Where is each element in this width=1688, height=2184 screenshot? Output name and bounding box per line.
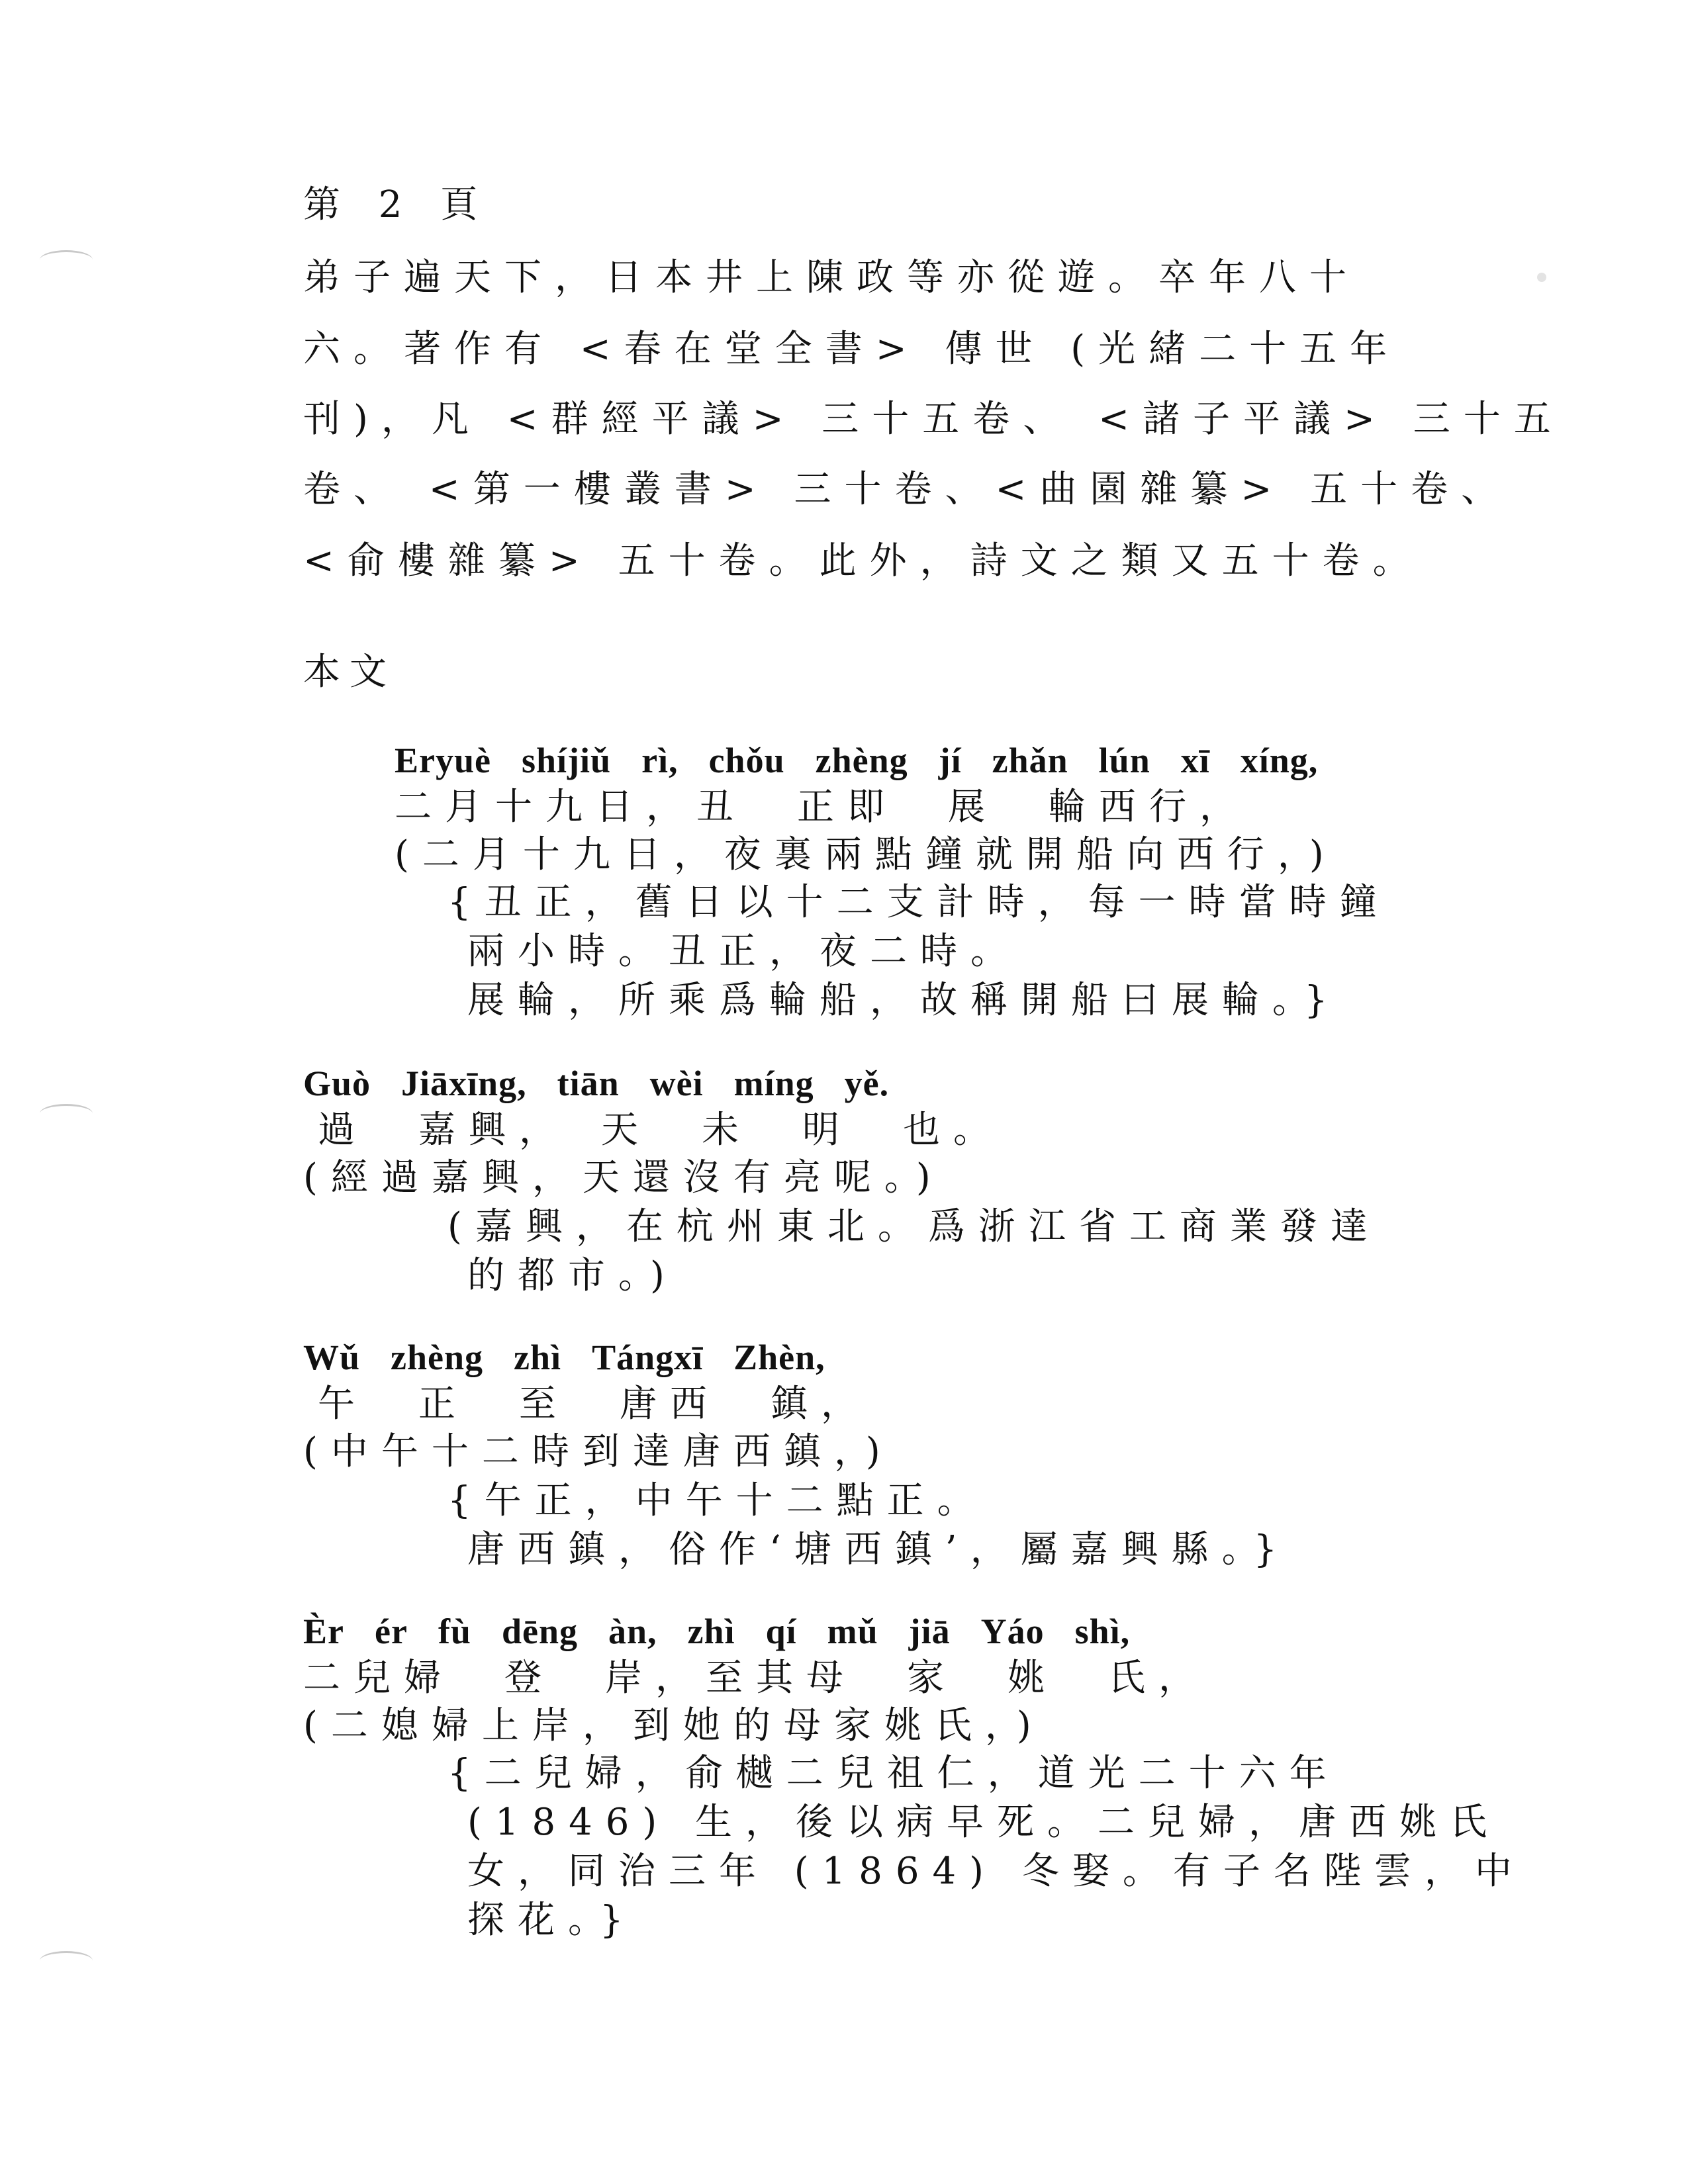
pinyin-word: zhì: [687, 1612, 735, 1651]
hole-punch-mark-top: [40, 250, 93, 269]
note-line: (嘉興，在杭州東北。爲浙江省工商業發達: [447, 1205, 1381, 1248]
pinyin-word: qí: [765, 1612, 797, 1651]
pinyin-word: rì,: [641, 741, 679, 780]
note-line: (1846) 生，後以病早死。二兒婦，唐西姚氏: [467, 1801, 1501, 1844]
note-line: 探花。}: [467, 1899, 637, 1942]
note-line: 兩小時。丑正，夜二時。: [467, 930, 1021, 973]
note-line: {丑正，舊日以十二支計時，每一時當時鐘: [447, 881, 1390, 924]
intro-line: <俞樓雜纂> 五十卷。此外，詩文之類又五十卷。: [303, 539, 1423, 582]
intro-line: 弟子遍天下，日本井上陳政等亦從遊。卒年八十: [303, 256, 1360, 299]
pinyin-word: wèi: [649, 1064, 704, 1103]
pinyin-word: dēng: [501, 1612, 578, 1651]
pinyin-word: Èr: [303, 1612, 344, 1651]
pinyin-word: zhèng: [815, 741, 908, 780]
intro-line: 刊)，凡 <群經平議> 三十五卷、 <諸子平議> 三十五: [303, 398, 1564, 441]
pinyin-word: jiā: [908, 1612, 951, 1651]
pinyin-word: tiān: [557, 1064, 620, 1103]
note-line: 的都市。): [467, 1254, 678, 1297]
intro-line: 六。著作有 <春在堂全書> 傳世 (光緒二十五年: [303, 328, 1401, 371]
section-heading: 本文: [303, 651, 396, 694]
pinyin-word: zhèng: [391, 1338, 484, 1377]
chinese-text-line: 午 正 至 唐西 鎮，: [318, 1383, 871, 1426]
translation-line: (二媳婦上岸，到她的母家姚氏，): [303, 1704, 1045, 1747]
pinyin-line: [303, 1340, 856, 1375]
pinyin-line: [303, 1614, 1160, 1649]
pinyin-word: xī: [1180, 741, 1210, 780]
pinyin-word: zhì: [514, 1338, 562, 1377]
pinyin-word: àn,: [608, 1612, 657, 1651]
note-line: {二兒婦，俞樾二兒祖仁，道光二十六年: [447, 1752, 1340, 1795]
pinyin-word: shì,: [1074, 1612, 1131, 1651]
pinyin-word: Yáo: [980, 1612, 1045, 1651]
chinese-text-line: 二月十九日，丑 正即 展 輪西行，: [395, 786, 1250, 829]
pinyin-word: Tángxī: [592, 1338, 704, 1377]
note-line: 女，同治三年 (1864) 冬娶。有子名陛雲，中: [467, 1850, 1525, 1893]
pinyin-word: Wǔ: [303, 1338, 361, 1377]
pinyin-word: jí: [938, 741, 962, 780]
note-line: {午正，中午十二點正。: [447, 1479, 988, 1522]
intro-line: 卷、 <第一樓叢書> 三十卷、<曲園雜纂> 五十卷、: [303, 468, 1512, 511]
translation-line: (經過嘉興，天還沒有亮呢。): [303, 1156, 944, 1199]
pinyin-word: lún: [1098, 741, 1150, 780]
page-label: 第 2 頁: [303, 183, 491, 226]
pinyin-word: Zhèn,: [733, 1338, 825, 1377]
pinyin-word: ér: [375, 1612, 408, 1651]
translation-line: (二月十九日，夜裏兩點鐘就開船向西行，): [395, 833, 1337, 876]
pinyin-line: [303, 1066, 919, 1101]
pinyin-word: mǔ: [827, 1612, 878, 1651]
chinese-text-line: 過 嘉興， 天 未 明 也。: [318, 1109, 1004, 1152]
pinyin-word: Jiāxīng,: [401, 1064, 527, 1103]
pinyin-word: míng: [733, 1064, 814, 1103]
note-line: 展輪，所乘爲輪船，故稱開船曰展輪。}: [467, 979, 1341, 1022]
hole-punch-mark-middle: [40, 1104, 93, 1123]
scan-smudge: [1537, 273, 1546, 282]
pinyin-word: Guò: [303, 1064, 371, 1103]
pinyin-word: shíjiǔ: [522, 741, 612, 780]
pinyin-word: Eryuè: [395, 741, 491, 780]
note-line: 唐西鎮，俗作‘塘西鎮’，屬嘉興縣。}: [467, 1528, 1291, 1571]
pinyin-word: chǒu: [708, 741, 785, 780]
pinyin-word: xíng,: [1240, 741, 1319, 780]
pinyin-line: [395, 743, 1348, 778]
hole-punch-mark-bottom: [40, 1951, 93, 1970]
pinyin-word: fù: [438, 1612, 471, 1651]
pinyin-word: zhǎn: [992, 741, 1068, 780]
translation-line: (中午十二時到達唐西鎮，): [303, 1430, 894, 1473]
pinyin-word: yě.: [844, 1064, 890, 1103]
chinese-text-line: 二兒婦 登 岸，至其母 家 姚 氏，: [303, 1657, 1209, 1700]
